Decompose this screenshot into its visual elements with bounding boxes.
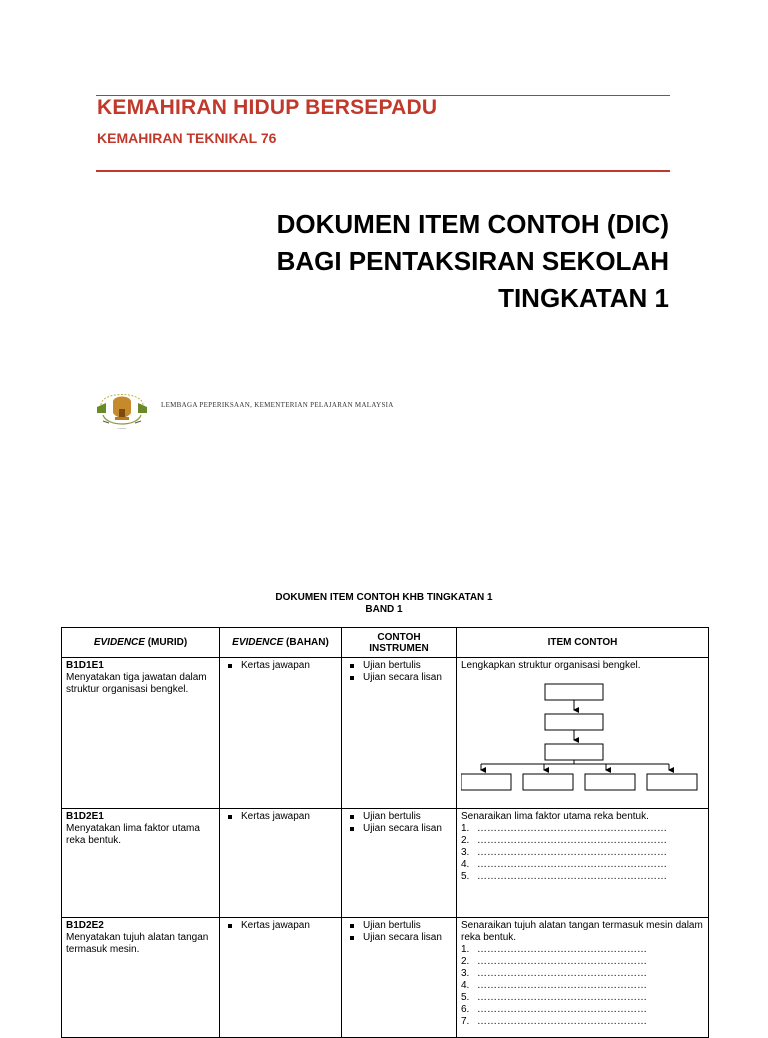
bullet-icon (350, 664, 354, 668)
bullet-icon (350, 936, 354, 940)
answer-line (461, 980, 704, 992)
answer-number: 3. (461, 847, 470, 858)
list-item (346, 672, 452, 684)
item-cell (457, 658, 709, 809)
list-item (346, 660, 452, 672)
answer-line (461, 835, 704, 847)
org-box-third (545, 744, 603, 760)
instrument-text: Ujian secara lisan (363, 823, 442, 834)
answer-line (461, 859, 704, 871)
list-item (346, 823, 452, 835)
subject-subtitle: KEMAHIRAN TEKNIKAL 76 (97, 130, 277, 146)
header-evidence-murid (62, 628, 220, 658)
material-text: Kertas jawapan (241, 920, 310, 931)
answer-dots: ………………………………………………… (477, 823, 667, 834)
answer-dots: …………………………………………… (477, 992, 647, 1003)
answer-number: 4. (461, 980, 470, 991)
list-item (346, 932, 452, 944)
answer-number: 5. (461, 992, 470, 1003)
answer-line (461, 992, 704, 1004)
header-em: EVIDENCE (232, 637, 284, 648)
answer-line (461, 944, 704, 956)
header-evidence-bahan (220, 628, 342, 658)
answer-dots: …………………………………………… (477, 1004, 647, 1015)
answer-number: 7. (461, 1016, 470, 1027)
instrument-cell (342, 658, 457, 809)
bullet-icon (350, 815, 354, 819)
list-item (346, 811, 452, 823)
answer-number: 2. (461, 956, 470, 967)
organization-name: LEMBAGA PEPERIKSAAN, KEMENTERIAN PELAJARAN MALAYSIA (161, 401, 394, 409)
evidence-cell (62, 658, 220, 809)
answer-number: 6. (461, 1004, 470, 1015)
header-rest: (BAHAN) (283, 637, 329, 648)
answer-dots: …………………………………………… (477, 1016, 647, 1027)
answer-line (461, 823, 704, 835)
table-header-row (62, 628, 709, 658)
answer-dots: ………………………………………………… (477, 859, 667, 870)
instrument-text: Ujian bertulis (363, 811, 421, 822)
bullet-icon (350, 676, 354, 680)
material-cell (220, 658, 342, 809)
org-box-bottom (523, 774, 573, 790)
answer-number: 2. (461, 835, 470, 846)
organization-chart-diagram (461, 672, 705, 800)
item-cell (457, 918, 709, 1038)
item-table (61, 627, 709, 1038)
answer-line (461, 1004, 704, 1016)
evidence-code: B1D2E2 (66, 920, 104, 931)
answer-number: 1. (461, 823, 470, 834)
answer-dots: ………………………………………………… (477, 835, 667, 846)
answer-number: 1. (461, 944, 470, 955)
document-heading-title: DOKUMEN ITEM CONTOH KHB TINGKATAN 1 (275, 592, 493, 603)
list-item (346, 920, 452, 932)
org-box-bottom (461, 774, 511, 790)
item-question: Senaraikan lima faktor utama reka bentuk. (461, 811, 649, 822)
answer-line (461, 968, 704, 980)
evidence-cell (62, 809, 220, 918)
evidence-code: B1D1E1 (66, 660, 104, 671)
list-item (224, 811, 337, 823)
answer-dots: ………………………………………………… (477, 871, 667, 882)
list-item (224, 660, 337, 672)
svg-text:~~~~: ~~~~ (117, 426, 127, 431)
document-title-line: DOKUMEN ITEM CONTOH (DIC) (276, 209, 669, 239)
header-item-contoh: ITEM CONTOH (457, 628, 709, 658)
instrument-text: Ujian secara lisan (363, 932, 442, 943)
item-question: Senaraikan tujuh alatan tangan termasuk mesin dalam reka bentuk. (461, 920, 703, 943)
list-item (224, 920, 337, 932)
document-title-line: BAGI PENTAKSIRAN SEKOLAH (276, 246, 669, 276)
instrument-cell (342, 918, 457, 1038)
instrument-text: Ujian bertulis (363, 920, 421, 931)
answer-line (461, 847, 704, 859)
evidence-code: B1D2E1 (66, 811, 104, 822)
bullet-icon (350, 924, 354, 928)
answer-line (461, 956, 704, 968)
org-box-bottom (585, 774, 635, 790)
table-row (62, 918, 709, 1038)
material-cell (220, 809, 342, 918)
document-title-line: TINGKATAN 1 (498, 283, 669, 313)
header-contoh-instrumen: CONTOH INSTRUMEN (342, 628, 457, 658)
answer-line (461, 1016, 704, 1028)
bullet-icon (228, 815, 232, 819)
answer-dots: …………………………………………… (477, 956, 647, 967)
instrument-text: Ujian bertulis (363, 660, 421, 671)
table-row (62, 809, 709, 918)
answer-dots: ………………………………………………… (477, 847, 667, 858)
material-text: Kertas jawapan (241, 660, 310, 671)
answer-number: 5. (461, 871, 470, 882)
answer-number: 3. (461, 968, 470, 979)
header-em: EVIDENCE (93, 637, 145, 648)
evidence-text: Menyatakan tiga jawatan dalam struktur organisasi bengkel. (66, 672, 207, 695)
item-cell (457, 809, 709, 918)
material-text: Kertas jawapan (241, 811, 310, 822)
org-box-top (545, 684, 603, 700)
instrument-text: Ujian secara lisan (363, 672, 442, 683)
lembaga-peperiksaan-crest-icon (93, 383, 151, 433)
bullet-icon (228, 664, 232, 668)
evidence-cell (62, 918, 220, 1038)
header-bottom-rule (96, 170, 670, 172)
answer-line (461, 871, 704, 883)
document-title (277, 206, 669, 317)
instrument-cell (342, 809, 457, 918)
subject-title: KEMAHIRAN HIDUP BERSEPADU (97, 96, 438, 119)
document-heading (0, 592, 768, 616)
item-question: Lengkapkan struktur organisasi bengkel. (461, 660, 641, 671)
bullet-icon (350, 827, 354, 831)
evidence-text: Menyatakan tujuh alatan tangan termasuk mesin. (66, 932, 209, 955)
document-heading-band: BAND 1 (365, 604, 403, 615)
evidence-text: Menyatakan lima faktor utama reka bentuk. (66, 823, 200, 846)
bullet-icon (228, 924, 232, 928)
answer-number: 4. (461, 859, 470, 870)
material-cell (220, 918, 342, 1038)
table-row (62, 658, 709, 809)
org-box-middle (545, 714, 603, 730)
answer-dots: …………………………………………… (477, 968, 647, 979)
answer-dots: …………………………………………… (477, 980, 647, 991)
header-rest: (MURID) (144, 637, 188, 648)
org-box-bottom (647, 774, 697, 790)
answer-dots: …………………………………………… (477, 944, 647, 955)
